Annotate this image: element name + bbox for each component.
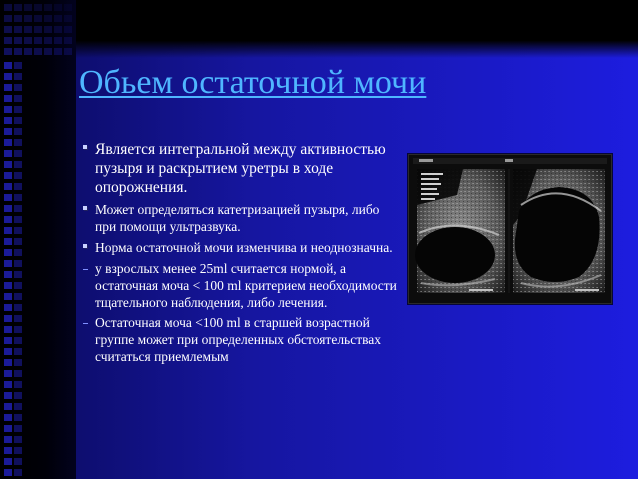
decorative-square: [4, 227, 12, 234]
ultrasound-image: [408, 154, 612, 304]
decorative-square: [4, 425, 12, 432]
decorative-square: [4, 403, 12, 410]
decorative-square: [4, 414, 12, 421]
decorative-square: [14, 73, 22, 80]
decorative-square: [14, 183, 22, 190]
decorative-square: [44, 15, 52, 22]
decorative-square: [34, 48, 42, 55]
decorative-square: [14, 15, 22, 22]
decorative-square: [14, 337, 22, 344]
decorative-square: [54, 4, 62, 11]
decorative-square: [4, 194, 12, 201]
decorative-square: [4, 249, 12, 256]
decorative-square: [34, 37, 42, 44]
decorative-square: [4, 84, 12, 91]
decorative-square: [14, 205, 22, 212]
decorative-square: [4, 370, 12, 377]
decorative-square: [14, 403, 22, 410]
decorative-square: [14, 161, 22, 168]
decorative-square: [14, 62, 22, 69]
decorative-square: [14, 84, 22, 91]
decorative-square: [24, 48, 32, 55]
decorative-square: [54, 48, 62, 55]
decorative-square: [14, 26, 22, 33]
decorative-square: [14, 359, 22, 366]
decorative-square: [4, 304, 12, 311]
bullet-text: Является интегральной между активностью пузыря и раскрытием уретры в ходе опорожнения.: [95, 141, 386, 196]
decorative-square: [14, 381, 22, 388]
decorative-square: [14, 436, 22, 443]
decorative-square: [14, 95, 22, 102]
decorative-square: [4, 282, 12, 289]
bullet-text: Норма остаточной мочи изменчива и неоднозначна.: [95, 240, 393, 255]
decorative-square: [14, 348, 22, 355]
decorative-square: [4, 469, 12, 476]
decorative-square: [14, 194, 22, 201]
decorative-square: [44, 26, 52, 33]
decorative-square: [64, 48, 72, 55]
bullet-item-5: [83, 314, 403, 365]
decorative-square: [4, 106, 12, 113]
decorative-square: [14, 370, 22, 377]
decorative-square: [14, 216, 22, 223]
decorative-square: [14, 238, 22, 245]
decorative-square: [14, 282, 22, 289]
decorative-square: [14, 293, 22, 300]
decorative-square: [4, 37, 12, 44]
decorative-square: [44, 4, 52, 11]
decorative-square: [4, 238, 12, 245]
decorative-square: [14, 48, 22, 55]
decorative-square: [4, 216, 12, 223]
decorative-square: [14, 304, 22, 311]
decorative-square: [14, 392, 22, 399]
decorative-square: [64, 26, 72, 33]
decorative-square: [4, 447, 12, 454]
bullet-item-2: [83, 201, 403, 235]
dash-bullet-icon: [83, 323, 88, 324]
decorative-square: [4, 150, 12, 157]
bullet-list: [83, 140, 403, 368]
decorative-square: [4, 392, 12, 399]
decorative-square: [14, 458, 22, 465]
bullet-item-3: [83, 239, 403, 256]
decorative-square: [4, 436, 12, 443]
decorative-square: [4, 172, 12, 179]
dash-bullet-icon: [83, 269, 88, 270]
decorative-square: [54, 15, 62, 22]
decorative-square: [14, 172, 22, 179]
slide-title: Обьем остаточной мочи: [79, 64, 427, 101]
decorative-square: [4, 4, 12, 11]
decorative-square: [14, 106, 22, 113]
decorative-square: [14, 117, 22, 124]
decorative-square: [4, 326, 12, 333]
decorative-square: [14, 447, 22, 454]
square-bullet-icon: [83, 244, 87, 248]
ultrasound-left-pane: [415, 169, 505, 293]
decorative-square: [14, 414, 22, 421]
decorative-square: [4, 161, 12, 168]
decorative-square: [44, 48, 52, 55]
decorative-square: [44, 37, 52, 44]
decorative-square: [4, 26, 12, 33]
decorative-square: [14, 4, 22, 11]
decorative-square: [4, 381, 12, 388]
top-dark-band: [0, 0, 638, 58]
decorative-square: [4, 260, 12, 267]
decorative-square: [4, 315, 12, 322]
decorative-square: [54, 37, 62, 44]
decorative-square: [4, 48, 12, 55]
decorative-square: [4, 62, 12, 69]
decorative-square: [14, 139, 22, 146]
bullet-item-1: [83, 140, 403, 197]
decorative-square: [14, 425, 22, 432]
decorative-square: [4, 205, 12, 212]
decorative-square: [4, 458, 12, 465]
decorative-square: [4, 139, 12, 146]
decorative-square: [34, 4, 42, 11]
decorative-square: [4, 359, 12, 366]
decorative-square: [14, 315, 22, 322]
decorative-square: [14, 128, 22, 135]
decorative-square: [14, 150, 22, 157]
decorative-square: [24, 26, 32, 33]
decorative-square: [34, 15, 42, 22]
decorative-square: [4, 73, 12, 80]
decorative-square: [4, 183, 12, 190]
decorative-square: [4, 128, 12, 135]
decorative-square: [14, 249, 22, 256]
decorative-square: [4, 348, 12, 355]
decorative-square: [4, 95, 12, 102]
decorative-square: [64, 37, 72, 44]
decorative-square: [14, 227, 22, 234]
bullet-item-4: [83, 260, 403, 311]
decorative-square: [14, 260, 22, 267]
decorative-square: [24, 15, 32, 22]
decorative-square: [24, 4, 32, 11]
bullet-text: Остаточная моча <100 ml в старшей возрастной группе может при определенных обстоятельствах считаться приемлемым: [95, 315, 382, 364]
decorative-square: [64, 4, 72, 11]
decorative-square: [34, 26, 42, 33]
decorative-square: [24, 37, 32, 44]
decorative-square: [64, 15, 72, 22]
ultrasound-scan-graphic: [409, 155, 611, 303]
decorative-square: [54, 26, 62, 33]
decorative-square: [14, 469, 22, 476]
decorative-square: [4, 117, 12, 124]
decorative-square: [4, 15, 12, 22]
decorative-square: [4, 293, 12, 300]
decorative-square: [14, 271, 22, 278]
decorative-square: [14, 326, 22, 333]
decorative-square: [14, 37, 22, 44]
bullet-text: у взрослых менее 25ml считается нормой, а остаточная моча < 100 ml критерием необходимости тщательного наблюдения, либо лечения.: [95, 261, 397, 310]
decorative-square: [4, 337, 12, 344]
ultrasound-right-pane: [513, 169, 605, 293]
square-bullet-icon: [83, 206, 87, 210]
decorative-square: [4, 271, 12, 278]
square-bullet-icon: [83, 145, 87, 149]
bullet-text: Может определяться катетризацией пузыря, либо при помощи ультразвука.: [95, 202, 380, 234]
